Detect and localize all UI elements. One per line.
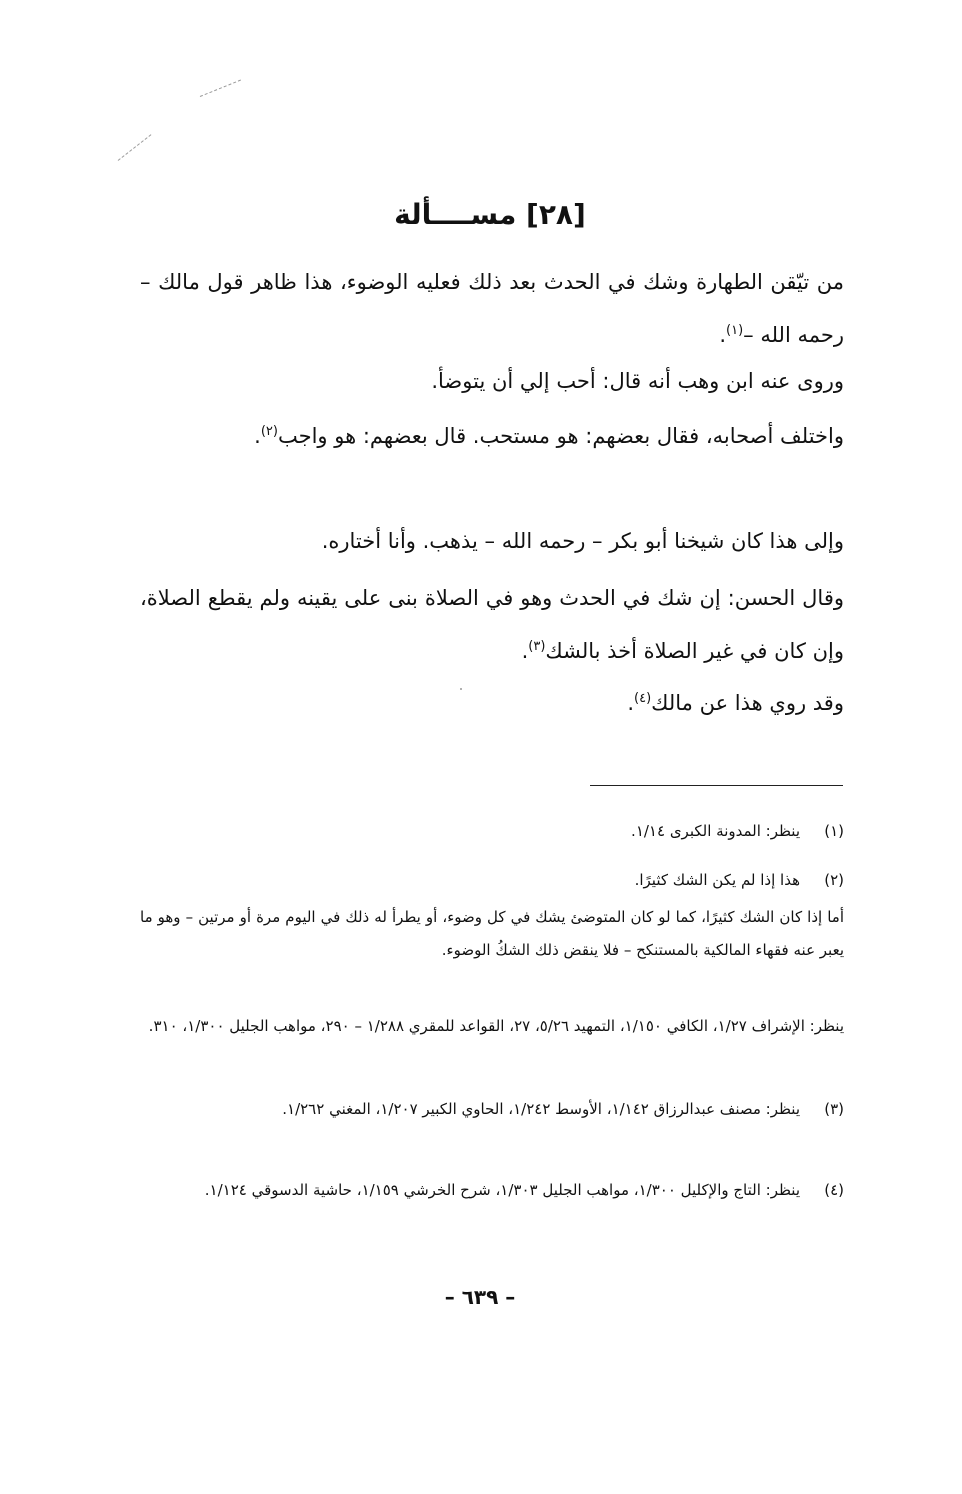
footnote-number: (٣) [824,1100,844,1118]
paragraph-text: من تيّقن الطهارة وشك في الحدث بعد ذلك فعليه الوضوء، هذا ظاهر قول مالك – رحمه الله – [140,270,844,347]
paragraph [140,410,844,463]
paragraph [140,515,844,568]
paragraph [140,256,844,362]
page-number: – ٦٣٩ – [444,1285,516,1309]
footnote-marker: (٣) [528,639,546,654]
footnote-separator [590,785,843,786]
paragraph-text: واختلف أصحابه، فقال بعضهم: هو مستحب. قال بعضهم: هو واجب [277,424,844,448]
paragraph-text: وإلى هذا كان شيخنا أبو بكر – رحمه الله – يذهب. وأنا أختاره. [321,529,844,553]
footnote-marker: (٢) [260,424,278,439]
paragraph-end: . [254,424,261,448]
footnote [140,1174,844,1207]
footnote-continuation [140,1010,844,1043]
footnote-text: أما إذا كان الشك كثيرًا، كما لو كان المتوضئ يشك في كل وضوء، أو يطرأ له ذلك في اليوم مرة أو مرتين – وهو ما يعبر عنه فقهاء المالكية بالمستنكح – فلا ينقض ذلك الشكُ الوضوء. [140,908,844,959]
scan-artifact [200,80,241,97]
paragraph-text: وقد روي هذا عن مالك [651,691,844,715]
paragraph-end: . [719,323,727,347]
footnote-marker: (١) [726,323,744,338]
paragraph [140,677,844,730]
footnote [140,864,844,897]
footnote-continuation [140,901,844,967]
footnote-text: ينظر: التاج والإكليل ١/٣٠٠، مواهب الجليل ١/٣٠٣، شرح الخرشي ١/١٥٩، حاشية الدسوقي ١/١٢٤. [204,1181,800,1199]
paragraph [140,572,844,678]
footnote-marker: (٤) [634,691,652,706]
footnote-text: ينظر: مصنف عبدالرزاق ١/١٤٢، الأوسط ١/٢٤٢، الحاوي الكبير ١/٢٠٧، المغني ١/٢٦٢. [282,1100,800,1118]
paragraph-text: وقال الحسن: إن شك في الحدث وهو في الصلاة بنى على يقينه ولم يقطع الصلاة، وإن كان في غير الصلاة أخذ بالشك [140,586,844,663]
footnote-number: (١) [824,822,844,840]
paragraph-text: وروى عنه ابن وهب أنه قال: أحب إلي أن يتوضأ. [431,369,844,393]
paragraph [140,355,844,408]
paragraph-end: . [521,639,529,663]
footnote [140,1093,844,1126]
scan-artifact [460,688,462,690]
scan-artifact [118,134,152,161]
footnote-text: هذا إذا لم يكن الشك كثيرًا. [634,871,800,889]
footnote-number: (٤) [824,1181,844,1199]
paragraph-end: . [627,691,635,715]
issue-heading: [٢٨] مســــألة [394,198,586,231]
footnote [140,815,844,848]
footnote-number: (٢) [824,871,844,889]
footnote-text: ينظر: المدونة الكبرى ١/١٤. [631,822,800,840]
footnote-text: ينظر: الإشراف ١/٢٧، الكافي ١/١٥٠، التمهيد ٥/٢٦، ٢٧، القواعد للمقري ١/٢٨٨ – ٢٩٠، مواهب الجليل ١/٣٠٠، ٣١٠. [148,1017,844,1035]
